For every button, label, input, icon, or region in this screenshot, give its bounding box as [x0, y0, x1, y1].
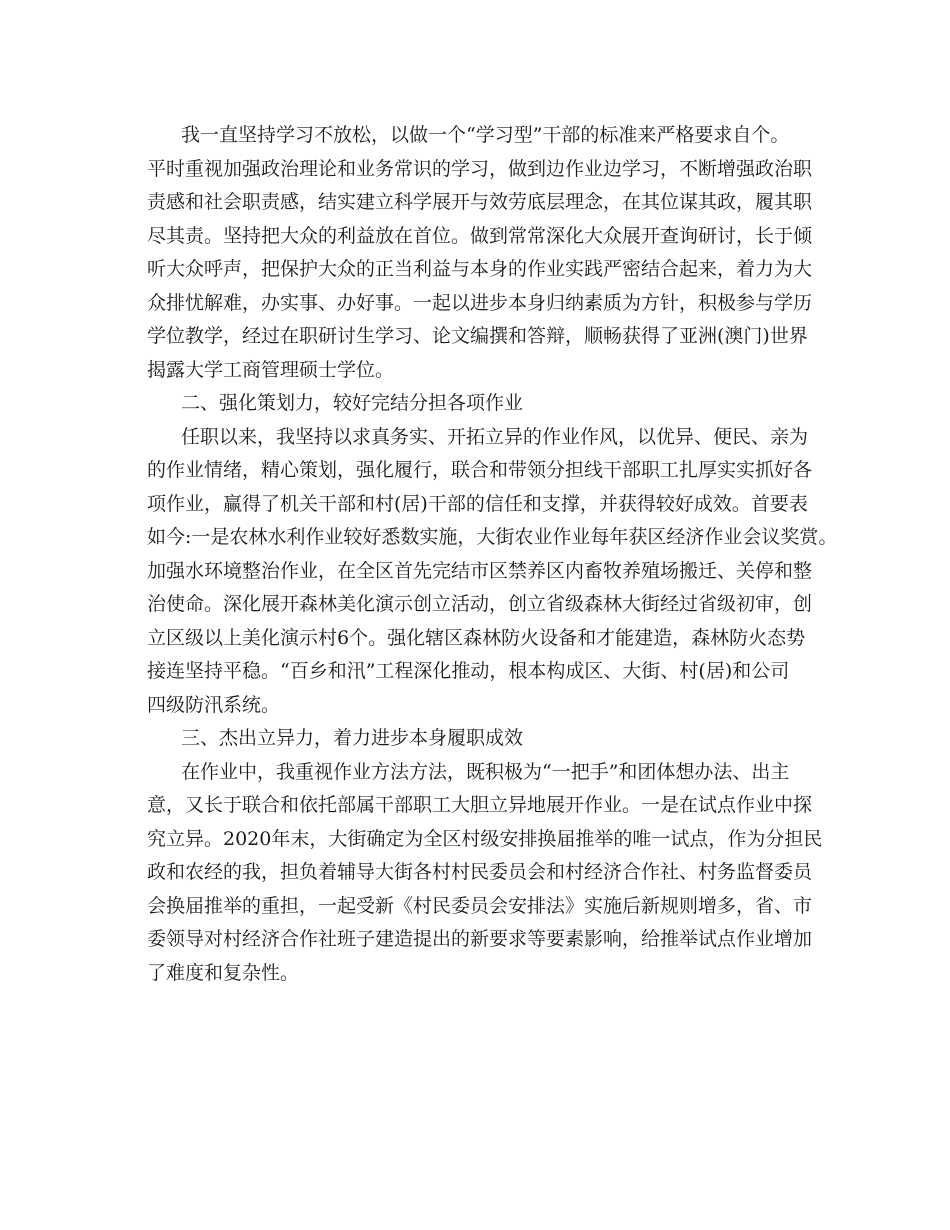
text-line: 接连坚持平稳。“百乡和汛”工程深化推动，根本构成区、大街、村(居)和公司 [147, 660, 790, 682]
text-line: 政和农经的我，担负着辅导大街各村村民委员会和村经济合作社、村务监督委员 [147, 861, 813, 883]
document-body [147, 119, 838, 990]
text-line: 二、强化策划力，较好完结分担各项作业 [181, 392, 524, 414]
text-line: 的作业情绪，精心策划，强化履行，联合和带领分担线干部职工扎厚实实抓好各 [147, 459, 813, 481]
text-line: 众排忧解难，办实事、办好事。一起以进步本身归纳素质为方针，积极参与学历 [147, 291, 813, 314]
text-line: 在作业中，我重视作业方法方法，既积极为“一把手”和团体想办法、出主 [181, 760, 790, 783]
text-line: 尽其责。坚持把大众的利益放在首位。做到常常深化大众展开查询研讨，长于倾 [147, 224, 813, 247]
text-line: 责感和社会职责感，结实建立科学展开与效劳底层理念，在其位谋其政，履其职 [147, 191, 813, 213]
text-line: 治使命。深化展开森林美化演示创立活动，创立省级森林大街经过省级初审，创 [147, 593, 813, 615]
text-line: 委领导对村经济合作社班子建造提出的新要求等要素影响，给推举试点作业增加 [147, 928, 813, 950]
text-line: 揭露大学工商管理硕士学位。 [147, 358, 395, 381]
text-line: 任职以来，我坚持以求真务实、开拓立异的作业作风，以优异、便民、亲为 [181, 425, 809, 448]
text-line: 学位教学，经过在职研讨生学习、论文编撰和答辩，顺畅获得了亚洲(澳门)世界 [147, 325, 808, 347]
text-line: 我一直坚持学习不放松，以做一个“学习型”干部的标准来严格要求自个。 [181, 124, 790, 146]
text-line: 了难度和复杂性。 [147, 961, 300, 984]
text-line: 项作业，赢得了机关干部和村(居)干部的信任和支撑，并获得较好成效。首要表 [147, 492, 808, 515]
text-line: 四级防汛系统。 [147, 693, 281, 716]
text-line: 如今:一是农林水利作业较好悉数实施，大街农业作业每年获区经济作业会议奖赏。 [147, 526, 838, 548]
text-line: 加强水环境整治作业，在全区首先完结市区禁养区内畜牧养殖场搬迁、关停和整 [147, 559, 813, 582]
text-line: 究立异。2020年末，大街确定为全区村级安排换届推举的唯一试点，作为分担民 [147, 827, 823, 850]
text-line: 立区级以上美化演示村6个。强化辖区森林防火设备和才能建造，森林防火态势 [147, 626, 806, 649]
text-line: 平时重视加强政治理论和业务常识的学习，做到边作业边学习，不断增强政治职 [147, 157, 813, 180]
text-line: 听大众呼声，把保护大众的正当利益与本身的作业实践严密结合起来，着力为大 [147, 258, 813, 280]
text-line: 意，又长于联合和依托部属干部职工大胆立异地展开作业。一是在试点作业中探 [147, 794, 813, 816]
text-line: 三、杰出立异力，着力进步本身履职成效 [181, 727, 524, 749]
text-line: 会换届推举的重担，一起受新《村民委员会安排法》实施后新规则增多，省、市 [147, 894, 813, 917]
